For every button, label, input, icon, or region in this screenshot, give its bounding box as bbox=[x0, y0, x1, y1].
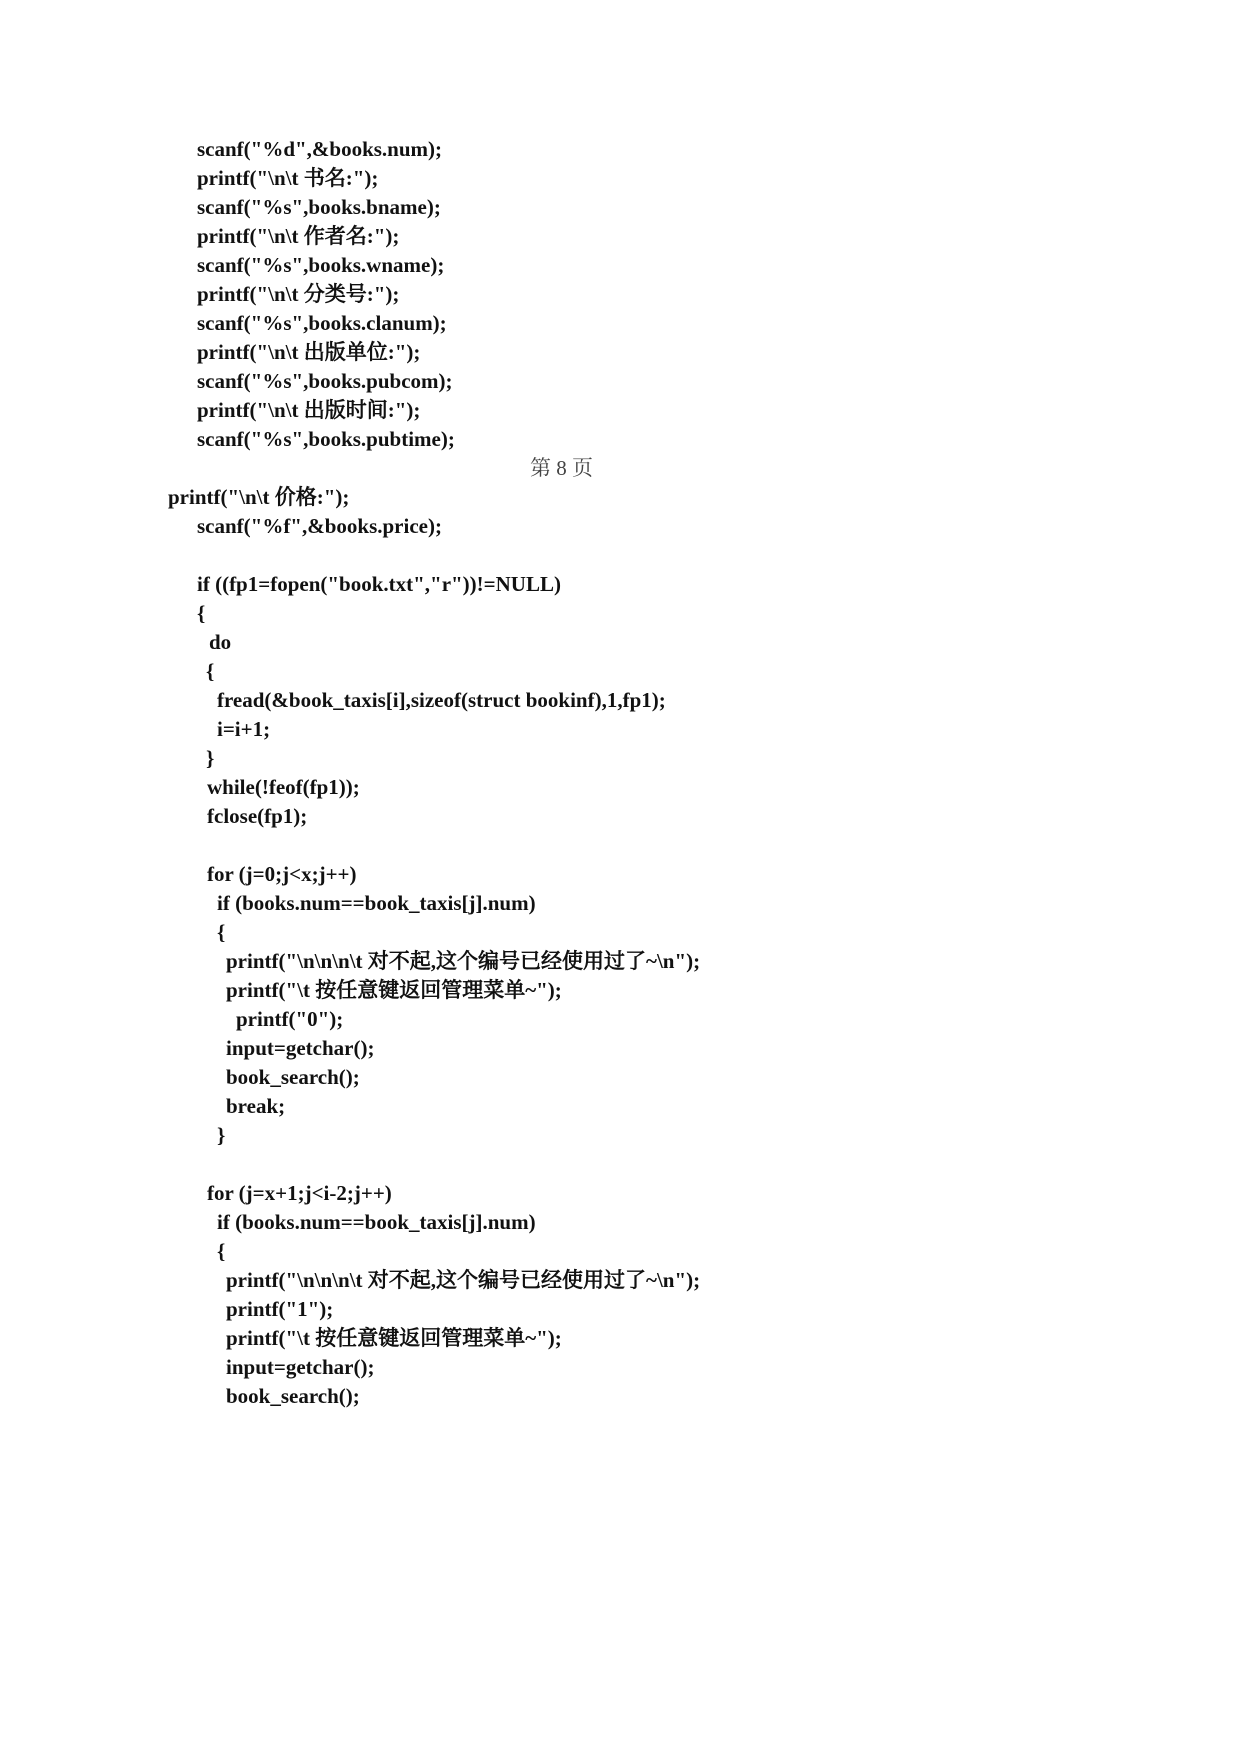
code-line: scanf("%s",books.wname); bbox=[197, 253, 445, 277]
code-line: if (books.num==book_taxis[j].num) bbox=[217, 1210, 536, 1234]
code-line: } bbox=[217, 1123, 226, 1147]
code-line: fread(&book_taxis[i],sizeof(struct bookinf),1,fp1); bbox=[217, 688, 666, 712]
code-line: input=getchar(); bbox=[226, 1036, 375, 1060]
code-line: printf("\n\t 分类号:"); bbox=[197, 282, 400, 306]
code-line: printf("\n\t 书名:"); bbox=[197, 166, 379, 190]
code-line: scanf("%s",books.pubtime); bbox=[197, 427, 455, 451]
code-line: } bbox=[206, 746, 215, 770]
code-line: { bbox=[217, 1239, 226, 1263]
code-line: scanf("%s",books.pubcom); bbox=[197, 369, 453, 393]
code-line: scanf("%d",&books.num); bbox=[197, 137, 443, 161]
code-line: i=i+1; bbox=[217, 717, 271, 741]
code-line: printf("\t 按任意键返回管理菜单~"); bbox=[226, 1326, 562, 1350]
code-line: for (j=x+1;j<i-2;j++) bbox=[207, 1181, 392, 1205]
code-line: printf("0"); bbox=[236, 1007, 344, 1031]
code-line: printf("\n\t 出版单位:"); bbox=[197, 340, 421, 364]
code-line: book_search(); bbox=[226, 1065, 360, 1089]
code-line: printf("\n\n\n\t 对不起,这个编号已经使用过了~\n"); bbox=[226, 1268, 701, 1292]
code-line: scanf("%s",books.clanum); bbox=[197, 311, 447, 335]
code-line: printf("\n\t 出版时间:"); bbox=[197, 398, 421, 422]
code-line: for (j=0;j<x;j++) bbox=[207, 862, 357, 886]
code-line: printf("\n\t 作者名:"); bbox=[197, 224, 400, 248]
code-line: scanf("%f",&books.price); bbox=[197, 514, 442, 538]
code-line: if ((fp1=fopen("book.txt","r"))!=NULL) bbox=[197, 572, 561, 596]
code-line: break; bbox=[226, 1094, 286, 1118]
code-line: while(!feof(fp1)); bbox=[207, 775, 360, 799]
code-line: { bbox=[206, 659, 215, 683]
code-line: if (books.num==book_taxis[j].num) bbox=[217, 891, 536, 915]
code-line: book_search(); bbox=[226, 1384, 360, 1408]
code-line: printf("\n\t 价格:"); bbox=[168, 485, 350, 509]
code-line: fclose(fp1); bbox=[207, 804, 308, 828]
code-line: input=getchar(); bbox=[226, 1355, 375, 1379]
code-line: scanf("%s",books.bname); bbox=[197, 195, 441, 219]
page-number: 第 8 页 bbox=[530, 456, 593, 480]
code-line: { bbox=[197, 601, 206, 625]
code-line: printf("\t 按任意键返回管理菜单~"); bbox=[226, 978, 562, 1002]
code-line: printf("1"); bbox=[226, 1297, 334, 1321]
code-line: do bbox=[209, 630, 232, 654]
code-line: { bbox=[217, 920, 226, 944]
code-line: printf("\n\n\n\t 对不起,这个编号已经使用过了~\n"); bbox=[226, 949, 701, 973]
